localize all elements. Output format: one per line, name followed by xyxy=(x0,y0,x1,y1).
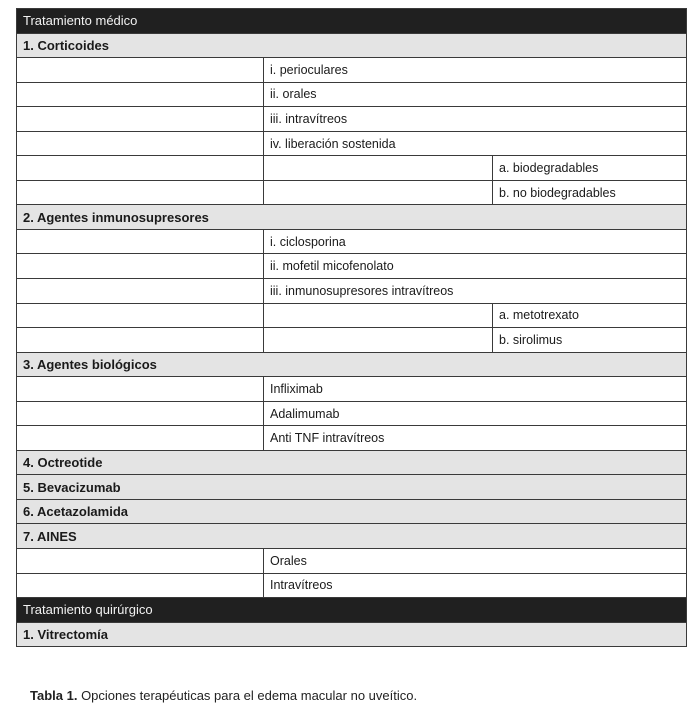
group-label: 1. Vitrectomía xyxy=(17,622,687,647)
table-row xyxy=(17,156,687,181)
group-row xyxy=(17,499,687,524)
sub-subitem-label: a. biodegradables xyxy=(493,156,687,181)
table-row xyxy=(17,426,687,451)
empty-cell xyxy=(17,549,264,574)
caption-label: Tabla 1. xyxy=(30,688,78,703)
group-label: 1. Corticoides xyxy=(17,33,687,58)
group-label: 3. Agentes biológicos xyxy=(17,352,687,377)
empty-cell xyxy=(17,328,264,353)
subitem-label: Infliximab xyxy=(264,377,687,402)
empty-cell xyxy=(17,156,264,181)
table-row xyxy=(17,573,687,598)
group-row xyxy=(17,33,687,58)
subitem-label: Adalimumab xyxy=(264,401,687,426)
subitem-label: Orales xyxy=(264,549,687,574)
empty-cell xyxy=(17,254,264,279)
table-row xyxy=(17,549,687,574)
empty-cell xyxy=(17,573,264,598)
empty-cell xyxy=(17,377,264,402)
subitem-label: i. perioculares xyxy=(264,58,687,83)
table-row xyxy=(17,303,687,328)
group-row xyxy=(17,352,687,377)
group-label: 7. AINES xyxy=(17,524,687,549)
subitem-label: iii. intravítreos xyxy=(264,107,687,132)
group-label: 6. Acetazolamida xyxy=(17,499,687,524)
subitem-label: ii. orales xyxy=(264,82,687,107)
empty-cell xyxy=(264,156,493,181)
group-label: 2. Agentes inmunosupresores xyxy=(17,205,687,230)
table-row xyxy=(17,180,687,205)
table-row xyxy=(17,377,687,402)
subitem-label: iv. liberación sostenida xyxy=(264,131,687,156)
section-header-row xyxy=(17,9,687,34)
empty-cell xyxy=(17,131,264,156)
empty-cell xyxy=(17,107,264,132)
subitem-label: i. ciclosporina xyxy=(264,229,687,254)
table-row xyxy=(17,401,687,426)
empty-cell xyxy=(17,229,264,254)
section-header-row xyxy=(17,598,687,623)
group-row xyxy=(17,622,687,647)
empty-cell xyxy=(264,328,493,353)
group-label: 5. Bevacizumab xyxy=(17,475,687,500)
sub-subitem-label: a. metotrexato xyxy=(493,303,687,328)
empty-cell xyxy=(264,303,493,328)
group-label: 4. Octreotide xyxy=(17,450,687,475)
empty-cell xyxy=(17,180,264,205)
table-row xyxy=(17,279,687,304)
empty-cell xyxy=(17,82,264,107)
subitem-label: Intravítreos xyxy=(264,573,687,598)
sub-subitem-label: b. sirolimus xyxy=(493,328,687,353)
table-row xyxy=(17,58,687,83)
therapy-options-table xyxy=(16,8,687,647)
group-row xyxy=(17,475,687,500)
table-row xyxy=(17,328,687,353)
section-header: Tratamiento médico xyxy=(17,9,687,34)
subitem-label: iii. inmunosupresores intravítreos xyxy=(264,279,687,304)
subitem-label: Anti TNF intravítreos xyxy=(264,426,687,451)
group-row xyxy=(17,205,687,230)
group-row xyxy=(17,450,687,475)
empty-cell xyxy=(17,58,264,83)
sub-subitem-label: b. no biodegradables xyxy=(493,180,687,205)
empty-cell xyxy=(17,401,264,426)
table-row xyxy=(17,107,687,132)
subitem-label: ii. mofetil micofenolato xyxy=(264,254,687,279)
table-row xyxy=(17,254,687,279)
empty-cell xyxy=(17,303,264,328)
section-header: Tratamiento quirúrgico xyxy=(17,598,687,623)
table-row xyxy=(17,131,687,156)
group-row xyxy=(17,524,687,549)
table-row xyxy=(17,82,687,107)
empty-cell xyxy=(17,279,264,304)
caption-text: Opciones terapéuticas para el edema macular no uveítico. xyxy=(77,688,418,703)
table-row xyxy=(17,229,687,254)
empty-cell xyxy=(264,180,493,205)
table-caption xyxy=(30,688,417,703)
empty-cell xyxy=(17,426,264,451)
table-body xyxy=(17,9,687,647)
